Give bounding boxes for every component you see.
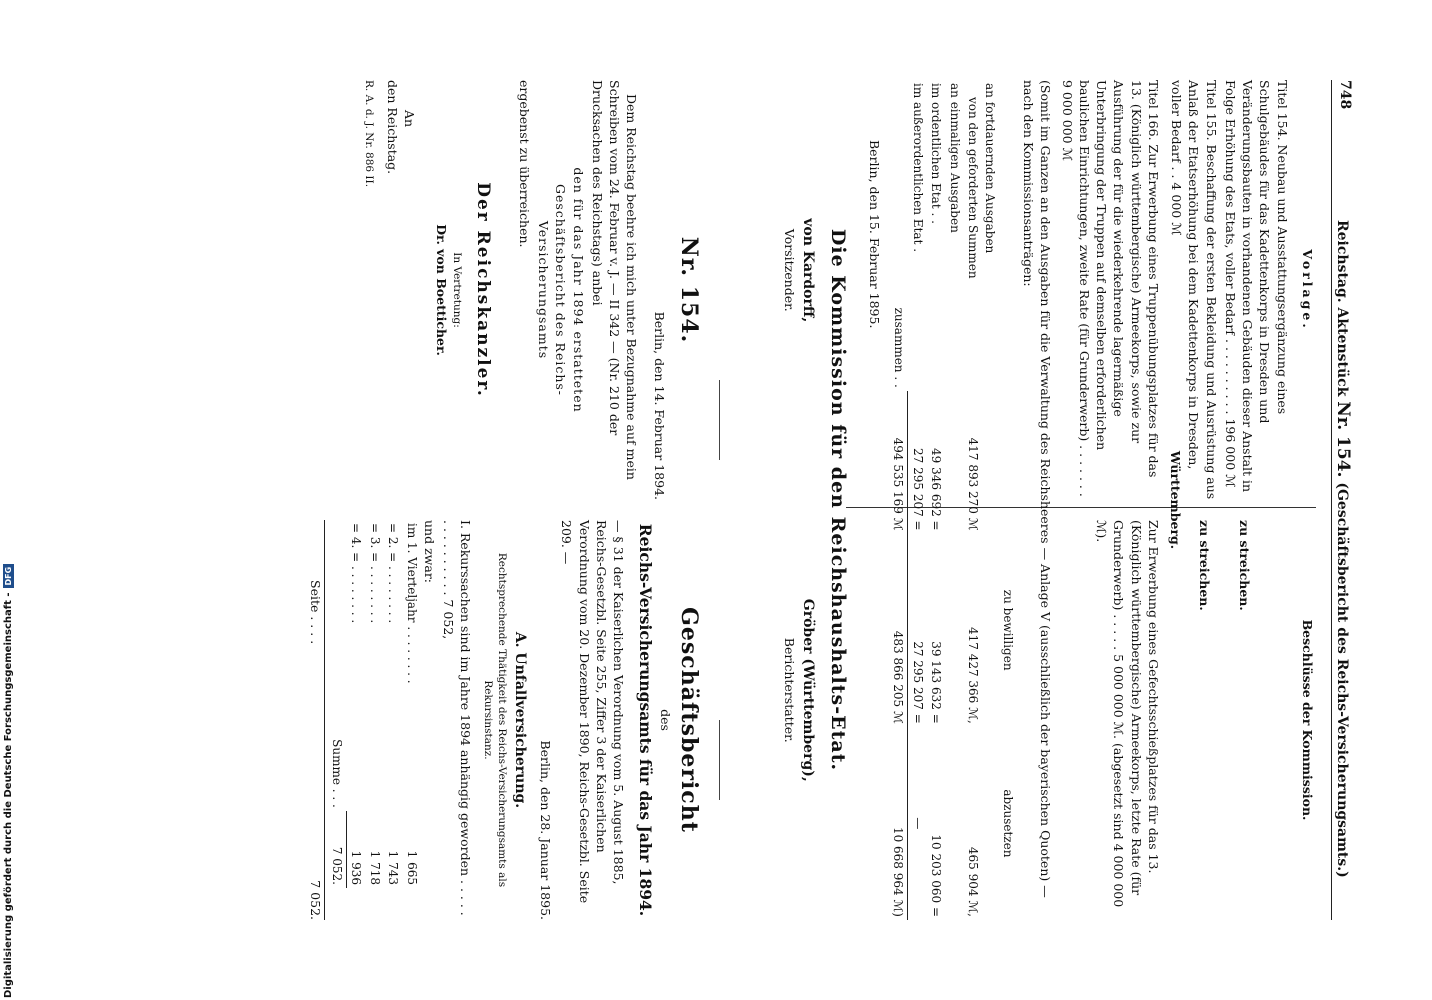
signature-berichterstatter: [781, 599, 818, 782]
col-bewilligen: zu bewilligen: [1001, 589, 1016, 671]
quarter-value: 1 718: [367, 850, 382, 885]
signer: Dr. von Boetticher.: [433, 224, 449, 356]
row-v3: 10 203 060 =: [929, 834, 944, 917]
row-v2: 27 295 207 =: [910, 641, 925, 724]
row-v3: 10 668 964 ℳ): [889, 727, 908, 920]
beschluss-166-col: [1091, 520, 1162, 920]
seite-row: [307, 520, 325, 920]
addressee-an: An: [402, 110, 418, 128]
col-abzusetzen: abzusetzen: [1001, 789, 1016, 858]
row-v2: 417 427 366 ℳ,: [966, 626, 981, 724]
table-row: [365, 520, 384, 888]
berichterstatter-role: Berichterstatter.: [781, 637, 797, 743]
titel-166: Titel 166. Zur Erwerbung eines Truppenübungsplatzes für das 13. (Königlich württembergische) Armeekorps, sowie zur Ausführung der für die wiederkehrende lagermäßige Unterbringung der Truppen auf demselben erforderlichen baulichen Einrichtungen, zweite Rate (für Grunderwerb) . . . . . . . 9 000 000 ℳ: [1059, 80, 1161, 497]
row-v1: 49 346 692 =: [929, 448, 944, 531]
vorsitzender-name: von Kardorff,: [800, 218, 817, 323]
row-label-text: an fortdauernden Ausgaben: [982, 83, 997, 254]
dfg-logo-icon: DFG: [3, 564, 14, 589]
kommission-title: Die Kommission für den Reichshaushalts-Etat.: [827, 228, 850, 772]
nr154-letter: [361, 80, 704, 500]
row-label: im außerordentlichen Etat .: [910, 83, 925, 253]
titel-166-col: [1057, 80, 1163, 500]
section-divider-left: [719, 380, 720, 460]
summary-table: [889, 80, 1018, 920]
wuerttemberg-section: [1163, 80, 1184, 920]
section-sub: Rechtsprechende Thätigkeit des Reichs-Versicherungsamts als Rekursinstanz.: [481, 552, 509, 888]
vertretung: In Vertretung:: [451, 252, 464, 328]
row-v2: [945, 534, 964, 727]
summe-label: Summe . . .: [330, 739, 345, 808]
signature-vorsitzender: [781, 218, 818, 322]
reference-number: R. A. d. J. Nr. 886 II.: [362, 80, 375, 188]
table-row: [402, 520, 421, 888]
section-unfallversicherung: A. Unfallversicherung.: [511, 631, 528, 809]
beschluesse-heading: Beschlüsse der Kommission.: [1300, 619, 1315, 821]
quarter-value: 1 936: [346, 811, 365, 888]
bericht-title2: Reichs-Versicherungsamts für das Jahr 1894.: [636, 523, 656, 917]
table-row: [945, 80, 964, 920]
quarter-value: 1 743: [386, 850, 401, 885]
titel-155: Titel 155. Beschaffung der ersten Bekleidung und Ausrüstung aus Anlaß der Etatserhöhung bei dem Kadettenkorps in Dresden, voller Bedarf . . 4 000 ℳ: [1169, 80, 1219, 500]
berichterstatter-name: Gröber (Württemberg),: [800, 598, 817, 782]
row-v1: 417 893 270 ℳ: [966, 437, 981, 531]
table-row: [384, 520, 403, 888]
geschaeftsbericht: [307, 520, 704, 920]
table-total-row: [889, 80, 908, 920]
table-row: [346, 520, 365, 888]
credit-text: Digitalisierung gefördert durch die Deutsche Forschungsgemeinschaft -: [3, 592, 14, 998]
vorsitzender-role: Vorsitzender.: [781, 228, 797, 312]
row-v2: 483 866 205 ℳ: [889, 534, 908, 727]
summary-block: [781, 80, 1054, 920]
page-number: 748: [1337, 80, 1353, 110]
quarter-value: 1 665: [404, 850, 419, 885]
row-label: im ordentlichen Etat . .: [929, 83, 944, 224]
row-v3: 465 904 ℳ,: [966, 846, 981, 917]
table-row: [908, 80, 927, 920]
table-header-row: [999, 80, 1018, 920]
row-v2: 39 143 632 =: [929, 641, 944, 724]
kommission-date: Berlin, den 15. Februar 1895.: [866, 140, 882, 329]
quarter-label: = 4. = . . . . . . . .: [349, 523, 364, 624]
row-label: zusammen . .: [891, 307, 906, 388]
seite-value: 7 052.: [308, 880, 323, 920]
row-label-sub: von den geforderten Summen: [966, 97, 981, 279]
nr154-text2: den für das Jahr 1894 erstatteten Geschäftsbericht des Reichs-Versicherungsamts: [536, 167, 586, 413]
seite-label: Seite . . . .: [308, 580, 323, 645]
vorlage-heading: Vorlage.: [1300, 249, 1315, 331]
bericht-reference: — § 31 der Kaiserlichen Verordnung vom 5. August 1885, Reichs-Gesetzbl. Seite 255, Ziffer 3 der Kaiserlichen Verordnung vom 20. Dezember 1890, Reichs-Gesetzbl. Seite 209. —: [559, 520, 627, 904]
reichskanzler: Der Reichskanzler.: [472, 182, 493, 398]
beschluesse-column: [1196, 520, 1316, 920]
bericht-date: Berlin, den 28. Januar 1895.: [538, 740, 554, 920]
kommission-signatures: [781, 80, 818, 920]
row-v3: [945, 727, 964, 920]
table-cell: [999, 391, 1018, 534]
row-v1: 494 535 169 ℳ: [889, 391, 908, 534]
quarter-label: = 3. = . . . . . . . .: [367, 523, 382, 624]
row-v1: [945, 391, 964, 534]
vorlage-column: [1166, 80, 1316, 500]
row-v1: 27 295 207 =: [910, 448, 925, 531]
und-zwar: und zwar:: [421, 520, 437, 584]
bericht-title: Geschäftsbericht: [676, 607, 702, 833]
header-right-text: (Geschäftsbericht des Reichs-Versicherungsamts.): [1334, 482, 1350, 878]
row-label: [964, 80, 999, 391]
titel-154: Titel 154. Neubau und Ausstattungsergänzung eines Schulgebäudes für das Kadettenkorps in Dresden und Veränderungsbauten in vorhandenen Gebäuden dieser Anstalt in Folge Erhöhung des Etats, voller Bedarf . . . . . . . . . . 196 000 ℳ: [1223, 80, 1290, 493]
running-header: [1331, 80, 1354, 920]
table-total-row: [327, 520, 346, 888]
nr154-text3: ergebenst zu überreichen.: [516, 80, 532, 248]
rekurssachen: I. Rekurssachen sind im Jahre 1894 anhängig geworden . . . . . . . . . . . . . . . 7 052,: [441, 520, 474, 916]
quarters-table: [327, 520, 421, 888]
zu-streichen-2: zu streichen.: [1197, 520, 1213, 611]
beschluss-166: Zur Erwerbung eines Gefechtsschießplatzes für das 13. (Königlich württembergische) Armeekorps, letzte Rate (für Grunderwerb) . . . . . 5 000 000 ℳ. (abgesetzt sind 4 000 000 ℳ).: [1094, 520, 1161, 908]
somit-text: (Somit im Ganzen an den Ausgaben für die Verwaltung des Reichsheeres — Anlage V (ausschließlich der bayerischen Quoten) — nach den Kommissionsanträgen:: [1020, 80, 1053, 898]
quarter-label: im 1. Vierteljahr . . . . . . . .: [404, 523, 419, 684]
addressee-reichstag: den Reichstag.: [385, 80, 401, 175]
header-nr: Nr. 154.: [1333, 401, 1353, 478]
table-row: [964, 80, 999, 920]
row-v3: —: [910, 817, 925, 830]
summe-value: 7 052.: [329, 846, 344, 885]
nr154-date: Berlin, den 14. Februar 1894.: [651, 311, 667, 500]
wuerttemberg-heading: Württemberg.: [1168, 450, 1183, 550]
bericht-des: des: [657, 709, 673, 731]
nr154-text: Dem Reichstag beehre ich mich unter Bezugnahme auf mein Schreiben vom 24. Februar v. J. — II 342 — (Nr. 210 der Drucksachen des Reichstags) anbei: [589, 80, 640, 480]
table-row: [927, 80, 946, 920]
quarter-label: = 2. = . . . . . . . .: [386, 523, 401, 624]
row-label: an einmaligen Ausgaben: [947, 83, 962, 233]
zu-streichen-1: zu streichen.: [1236, 520, 1252, 611]
nr154-title: Nr. 154.: [676, 236, 702, 344]
digitization-credit: [3, 564, 14, 998]
table-cell: [999, 80, 1018, 391]
section-divider-right: [719, 720, 720, 800]
header-center-text: Reichstag. Aktenstück: [1334, 220, 1350, 397]
header-title: [1331, 220, 1354, 878]
